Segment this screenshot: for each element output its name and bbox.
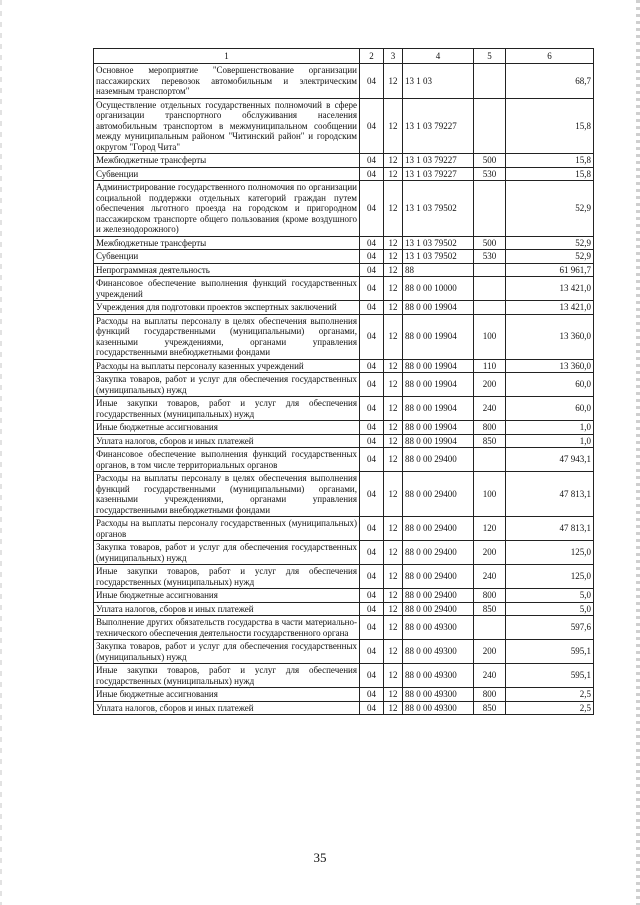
row-amount: 13 421,0 — [506, 277, 594, 301]
table-row — [94, 421, 594, 435]
row-subsection: 12 — [384, 64, 403, 99]
row-target-article: 13 1 03 79227 — [403, 167, 474, 181]
table-row — [94, 448, 594, 472]
row-amount: 125,0 — [506, 541, 594, 565]
table-row — [94, 236, 594, 250]
row-expense-type: 200 — [474, 640, 506, 664]
table-row — [94, 64, 594, 99]
row-section: 04 — [360, 589, 384, 603]
row-target-article: 88 0 00 29400 — [403, 448, 474, 472]
row-name: Иные закупки товаров, работ и услуг для обеспечения государственных (муниципальных) нужд — [94, 565, 360, 589]
row-amount: 47 943,1 — [506, 448, 594, 472]
row-expense-type — [474, 616, 506, 640]
row-target-article: 13 1 03 — [403, 64, 474, 99]
row-target-article: 88 0 00 29400 — [403, 517, 474, 541]
row-target-article: 88 0 00 10000 — [403, 277, 474, 301]
table-row — [94, 565, 594, 589]
row-target-article: 88 0 00 49300 — [403, 640, 474, 664]
row-expense-type — [474, 98, 506, 154]
row-target-article: 13 1 03 79502 — [403, 250, 474, 264]
row-subsection: 12 — [384, 98, 403, 154]
row-amount: 68,7 — [506, 64, 594, 99]
budget-table — [93, 48, 594, 715]
row-section: 04 — [360, 154, 384, 168]
row-target-article: 88 0 00 49300 — [403, 688, 474, 702]
row-expense-type: 110 — [474, 359, 506, 373]
row-expense-type — [474, 448, 506, 472]
table-row — [94, 688, 594, 702]
row-amount: 52,9 — [506, 236, 594, 250]
row-section: 04 — [360, 301, 384, 315]
row-expense-type: 800 — [474, 589, 506, 603]
row-name: Непрограммная деятельность — [94, 263, 360, 277]
row-target-article: 88 0 00 29400 — [403, 589, 474, 603]
row-name: Расходы на выплаты персоналу в целях обеспечения выполнения функций государственными (муниципальными) органами, казенными учреждениями, органами управления государственными внебюджетными фондами — [94, 314, 360, 359]
row-expense-type: 100 — [474, 472, 506, 517]
row-section: 04 — [360, 434, 384, 448]
row-name: Финансовое обеспечение выполнения функций государственных органов, в том числе территориальных органов — [94, 448, 360, 472]
row-amount: 60,0 — [506, 397, 594, 421]
row-section: 04 — [360, 98, 384, 154]
row-subsection: 12 — [384, 541, 403, 565]
header-col-6: 6 — [506, 49, 594, 64]
row-section: 04 — [360, 701, 384, 715]
row-amount: 13 421,0 — [506, 301, 594, 315]
row-target-article: 88 0 00 49300 — [403, 664, 474, 688]
row-name: Основное мероприятие "Совершенствование организации пассажирских перевозок автомобильным и электрическим наземным транспортом" — [94, 64, 360, 99]
row-name: Субвенции — [94, 167, 360, 181]
row-amount: 595,1 — [506, 664, 594, 688]
row-amount: 52,9 — [506, 181, 594, 237]
row-subsection: 12 — [384, 314, 403, 359]
row-expense-type — [474, 277, 506, 301]
row-expense-type: 800 — [474, 688, 506, 702]
header-col-2: 2 — [360, 49, 384, 64]
row-section: 04 — [360, 373, 384, 397]
row-expense-type: 850 — [474, 701, 506, 715]
row-expense-type: 100 — [474, 314, 506, 359]
header-col-4: 4 — [403, 49, 474, 64]
row-amount: 125,0 — [506, 565, 594, 589]
header-col-1: 1 — [94, 49, 360, 64]
header-col-5: 5 — [474, 49, 506, 64]
row-expense-type — [474, 263, 506, 277]
table-row — [94, 98, 594, 154]
row-expense-type: 530 — [474, 167, 506, 181]
row-target-article: 88 0 00 49300 — [403, 701, 474, 715]
row-expense-type: 240 — [474, 565, 506, 589]
row-subsection: 12 — [384, 301, 403, 315]
table-row — [94, 434, 594, 448]
table-row — [94, 359, 594, 373]
row-subsection: 12 — [384, 277, 403, 301]
table-row — [94, 154, 594, 168]
row-name: Закупка товаров, работ и услуг для обеспечения государственных (муниципальных) нужд — [94, 640, 360, 664]
row-expense-type: 200 — [474, 541, 506, 565]
row-subsection: 12 — [384, 421, 403, 435]
row-amount: 1,0 — [506, 421, 594, 435]
row-subsection: 12 — [384, 664, 403, 688]
row-target-article: 88 0 00 19904 — [403, 301, 474, 315]
row-amount: 2,5 — [506, 701, 594, 715]
table-row — [94, 640, 594, 664]
row-name: Уплата налогов, сборов и иных платежей — [94, 701, 360, 715]
row-amount: 15,8 — [506, 154, 594, 168]
row-name: Иные бюджетные ассигнования — [94, 421, 360, 435]
table-row — [94, 616, 594, 640]
row-name: Иные закупки товаров, работ и услуг для обеспечения государственных (муниципальных) нужд — [94, 664, 360, 688]
row-name: Осуществление отдельных государственных полномочий в сфере организации транспортного обслуживания населения автомобильным транспортом в межмуниципальном сообщении между муниципальным районом "Читинский район" и городским округом "Город Чита" — [94, 98, 360, 154]
table-row — [94, 167, 594, 181]
row-expense-type: 200 — [474, 373, 506, 397]
row-subsection: 12 — [384, 167, 403, 181]
row-expense-type — [474, 181, 506, 237]
row-section: 04 — [360, 640, 384, 664]
page-number: 35 — [313, 850, 327, 865]
row-section: 04 — [360, 64, 384, 99]
table-row — [94, 397, 594, 421]
row-subsection: 12 — [384, 397, 403, 421]
row-amount: 1,0 — [506, 434, 594, 448]
row-amount: 13 360,0 — [506, 359, 594, 373]
header-row — [94, 49, 594, 64]
table-row — [94, 602, 594, 616]
scan-edge-left — [0, 0, 2, 905]
row-section: 04 — [360, 397, 384, 421]
row-target-article: 88 0 00 29400 — [403, 565, 474, 589]
row-section: 04 — [360, 541, 384, 565]
row-target-article: 88 0 00 29400 — [403, 541, 474, 565]
row-section: 04 — [360, 250, 384, 264]
row-section: 04 — [360, 263, 384, 277]
row-amount: 47 813,1 — [506, 517, 594, 541]
row-name: Расходы на выплаты персоналу в целях обеспечения выполнения функций государственными (муниципальными) органами, казенными учреждениями, органами управления государственными внебюджетными фондами — [94, 472, 360, 517]
row-target-article: 13 1 03 79502 — [403, 181, 474, 237]
row-amount: 5,0 — [506, 589, 594, 603]
table-row — [94, 373, 594, 397]
row-name: Субвенции — [94, 250, 360, 264]
row-subsection: 12 — [384, 517, 403, 541]
row-expense-type: 530 — [474, 250, 506, 264]
row-name: Иные закупки товаров, работ и услуг для обеспечения государственных (муниципальных) нужд — [94, 397, 360, 421]
table-row — [94, 541, 594, 565]
row-section: 04 — [360, 181, 384, 237]
row-section: 04 — [360, 448, 384, 472]
row-expense-type: 120 — [474, 517, 506, 541]
row-name: Закупка товаров, работ и услуг для обеспечения государственных (муниципальных) нужд — [94, 541, 360, 565]
row-subsection: 12 — [384, 565, 403, 589]
row-section: 04 — [360, 565, 384, 589]
row-subsection: 12 — [384, 616, 403, 640]
table-header — [94, 49, 594, 64]
row-subsection: 12 — [384, 434, 403, 448]
row-section: 04 — [360, 236, 384, 250]
row-name: Выполнение других обязательств государства в части материально-технического обеспечения деятельности государственного органа — [94, 616, 360, 640]
row-subsection: 12 — [384, 688, 403, 702]
row-section: 04 — [360, 167, 384, 181]
row-name: Иные бюджетные ассигнования — [94, 688, 360, 702]
row-amount: 15,8 — [506, 167, 594, 181]
row-name: Расходы на выплаты персоналу казенных учреждений — [94, 359, 360, 373]
row-target-article: 88 0 00 29400 — [403, 472, 474, 517]
row-expense-type — [474, 301, 506, 315]
row-section: 04 — [360, 602, 384, 616]
row-amount: 13 360,0 — [506, 314, 594, 359]
row-expense-type: 500 — [474, 236, 506, 250]
row-target-article: 88 — [403, 263, 474, 277]
row-section: 04 — [360, 616, 384, 640]
row-name: Уплата налогов, сборов и иных платежей — [94, 434, 360, 448]
row-name: Финансовое обеспечение выполнения функций государственных учреждений — [94, 277, 360, 301]
table-row — [94, 263, 594, 277]
row-subsection: 12 — [384, 154, 403, 168]
row-subsection: 12 — [384, 250, 403, 264]
row-expense-type: 850 — [474, 602, 506, 616]
row-expense-type: 240 — [474, 664, 506, 688]
row-target-article: 88 0 00 19904 — [403, 434, 474, 448]
header-col-3: 3 — [384, 49, 403, 64]
row-name: Учреждения для подготовки проектов экспертных заключений — [94, 301, 360, 315]
table-row — [94, 250, 594, 264]
table-row — [94, 589, 594, 603]
row-amount: 2,5 — [506, 688, 594, 702]
table-row — [94, 472, 594, 517]
row-target-article: 88 0 00 49300 — [403, 616, 474, 640]
row-target-article: 13 1 03 79227 — [403, 154, 474, 168]
row-name: Межбюджетные трансферты — [94, 236, 360, 250]
row-target-article: 88 0 00 19904 — [403, 421, 474, 435]
table-row — [94, 301, 594, 315]
row-expense-type — [474, 64, 506, 99]
row-subsection: 12 — [384, 448, 403, 472]
row-section: 04 — [360, 421, 384, 435]
row-subsection: 12 — [384, 263, 403, 277]
row-subsection: 12 — [384, 589, 403, 603]
row-amount: 595,1 — [506, 640, 594, 664]
row-section: 04 — [360, 688, 384, 702]
row-section: 04 — [360, 472, 384, 517]
table-row — [94, 181, 594, 237]
row-target-article: 88 0 00 19904 — [403, 397, 474, 421]
row-expense-type: 850 — [474, 434, 506, 448]
row-amount: 61 961,7 — [506, 263, 594, 277]
row-expense-type: 800 — [474, 421, 506, 435]
row-amount: 60,0 — [506, 373, 594, 397]
row-target-article: 88 0 00 29400 — [403, 602, 474, 616]
row-target-article: 88 0 00 19904 — [403, 314, 474, 359]
row-target-article: 88 0 00 19904 — [403, 359, 474, 373]
row-subsection: 12 — [384, 359, 403, 373]
row-amount: 52,9 — [506, 250, 594, 264]
row-expense-type: 240 — [474, 397, 506, 421]
row-subsection: 12 — [384, 181, 403, 237]
row-section: 04 — [360, 517, 384, 541]
row-subsection: 12 — [384, 701, 403, 715]
row-amount: 5,0 — [506, 602, 594, 616]
row-subsection: 12 — [384, 472, 403, 517]
table-body — [94, 64, 594, 715]
row-name: Администрирование государственного полномочия по организации социальной поддержки отдельных категорий граждан путем обеспечения льготного проезда на городском и пригородном пассажирском транспорте общего пользования (кроме воздушного и железнодорожного) — [94, 181, 360, 237]
row-subsection: 12 — [384, 602, 403, 616]
row-subsection: 12 — [384, 373, 403, 397]
table-row — [94, 517, 594, 541]
row-name: Межбюджетные трансферты — [94, 154, 360, 168]
table-row — [94, 314, 594, 359]
table-row — [94, 664, 594, 688]
row-subsection: 12 — [384, 640, 403, 664]
row-name: Расходы на выплаты персоналу государственных (муниципальных) органов — [94, 517, 360, 541]
row-amount: 597,6 — [506, 616, 594, 640]
row-subsection: 12 — [384, 236, 403, 250]
row-target-article: 13 1 03 79227 — [403, 98, 474, 154]
row-name: Уплата налогов, сборов и иных платежей — [94, 602, 360, 616]
row-name: Закупка товаров, работ и услуг для обеспечения государственных (муниципальных) нужд — [94, 373, 360, 397]
row-amount: 15,8 — [506, 98, 594, 154]
table-row — [94, 701, 594, 715]
row-section: 04 — [360, 664, 384, 688]
row-target-article: 13 1 03 79502 — [403, 236, 474, 250]
table-row — [94, 277, 594, 301]
row-section: 04 — [360, 277, 384, 301]
row-target-article: 88 0 00 19904 — [403, 373, 474, 397]
row-name: Иные бюджетные ассигнования — [94, 589, 360, 603]
row-section: 04 — [360, 359, 384, 373]
scan-edge-right — [636, 0, 640, 905]
row-amount: 47 813,1 — [506, 472, 594, 517]
row-expense-type: 500 — [474, 154, 506, 168]
row-section: 04 — [360, 314, 384, 359]
